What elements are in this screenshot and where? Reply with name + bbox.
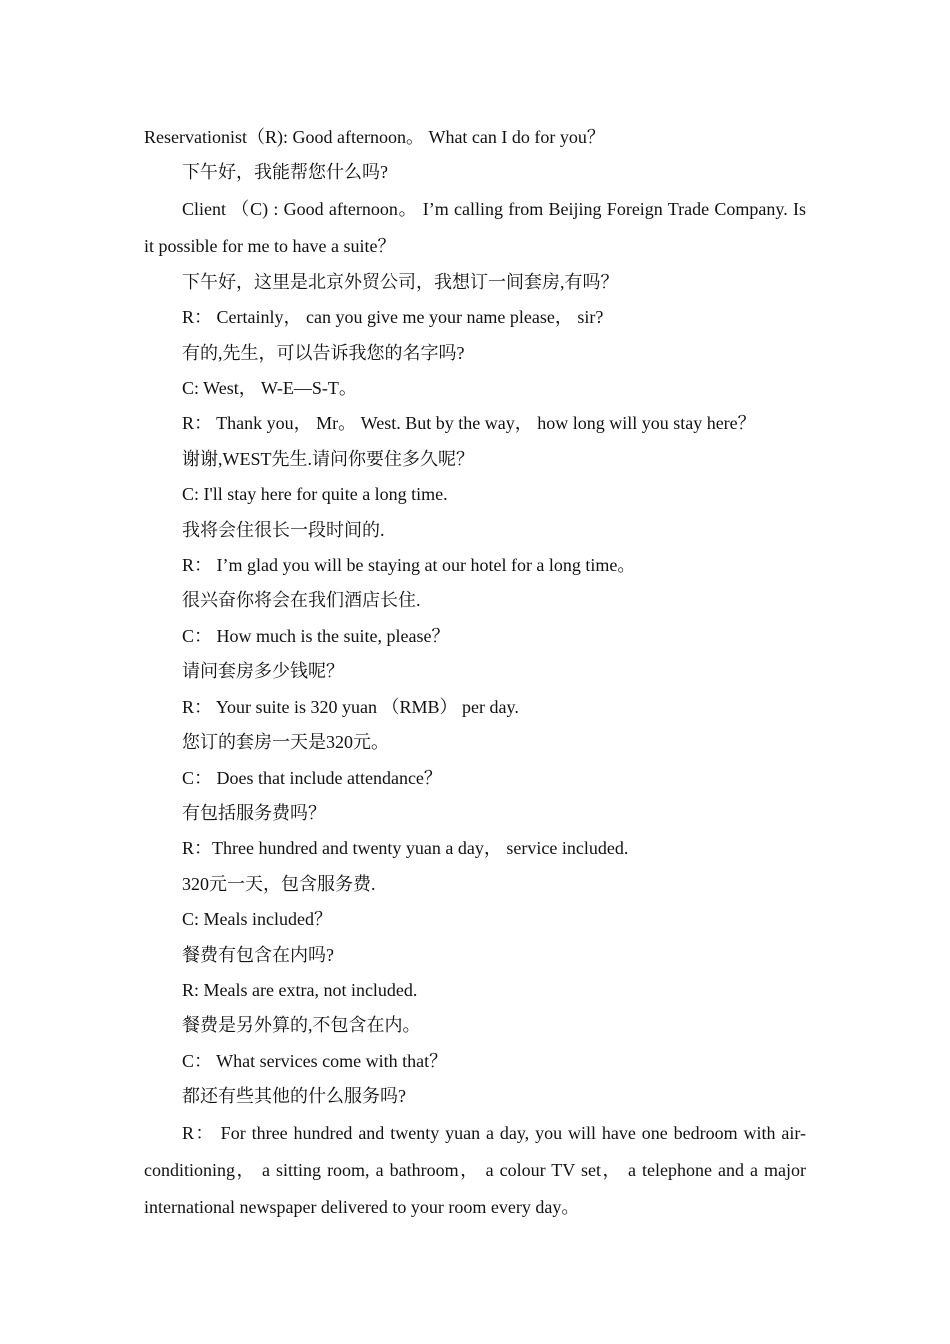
translation-line: 餐费有包含在内吗? xyxy=(182,944,334,965)
translation-line: 下午好，这里是北京外贸公司，我想订一间套房,有吗？ xyxy=(182,271,619,292)
dialogue-line-c-services: C： What services come with that？ xyxy=(182,1050,448,1071)
dialogue-line-r-stay: R： Thank you， Mr。 West. But by the way， how long will you stay here？ xyxy=(182,413,756,434)
dialogue-line-c-attendance: C： Does that include attendance？ xyxy=(182,767,442,788)
translation-line: 都还有些其他的什么服务吗? xyxy=(182,1086,406,1107)
translation-line: 您订的套房一天是320元。 xyxy=(182,732,389,753)
dialogue-line-c-suite-request: Client （C) : Good afternoon。 I’m calling from Beijing Foreign Trade Company. Is it possible for me to have a suite？ xyxy=(144,198,806,256)
dialogue-line-r-rate: R： Your suite is 320 yuan （RMB） per day. xyxy=(182,696,519,717)
translation-line: 餐费是另外算的,不包含在内。 xyxy=(182,1015,421,1036)
dialogue-line-r-services-list: R： For three hundred and twenty yuan a day, you will have one bedroom with air-conditioning， a sitting room, a bathroom， a colour TV set， a telephone and a major international newspaper delivered to your room every day。 xyxy=(144,1122,806,1217)
translation-line: 很兴奋你将会在我们酒店长住. xyxy=(182,590,421,611)
translation-line: 下午好，我能帮您什么吗? xyxy=(182,162,388,183)
dialogue-body xyxy=(144,120,806,1226)
dialogue-line-c-meals: C: Meals included？ xyxy=(182,909,332,930)
dialogue-line-r-service-included: R：Three hundred and twenty yuan a day， service included. xyxy=(182,838,629,859)
dialogue-line-r-greeting: Reservationist（R): Good afternoon。 What can I do for you？ xyxy=(144,127,605,147)
translation-line: 我将会住很长一段时间的. xyxy=(182,519,385,540)
dialogue-line-c-west: C: West， W-E—S-T。 xyxy=(182,378,357,399)
dialogue-line-r-name: R： Certainly， can you give me your name please， sir? xyxy=(182,307,604,328)
dialogue-line-c-price: C： How much is the suite, please？ xyxy=(182,625,450,646)
translation-line: 有的,先生，可以告诉我您的名字吗? xyxy=(182,342,465,363)
translation-line: 请问套房多少钱呢？ xyxy=(182,661,344,682)
translation-line: 谢谢,WEST先生.请问你要住多久呢？ xyxy=(182,448,474,469)
translation-line: 320元一天，包含服务费. xyxy=(182,873,376,894)
dialogue-line-c-long-time: C: I'll stay here for quite a long time. xyxy=(182,484,448,505)
dialogue-line-r-meals-extra: R: Meals are extra, not included. xyxy=(182,979,418,1000)
translation-line: 有包括服务费吗？ xyxy=(182,802,326,823)
dialogue-line-r-glad: R： I’m glad you will be staying at our hotel for a long time。 xyxy=(182,555,636,576)
